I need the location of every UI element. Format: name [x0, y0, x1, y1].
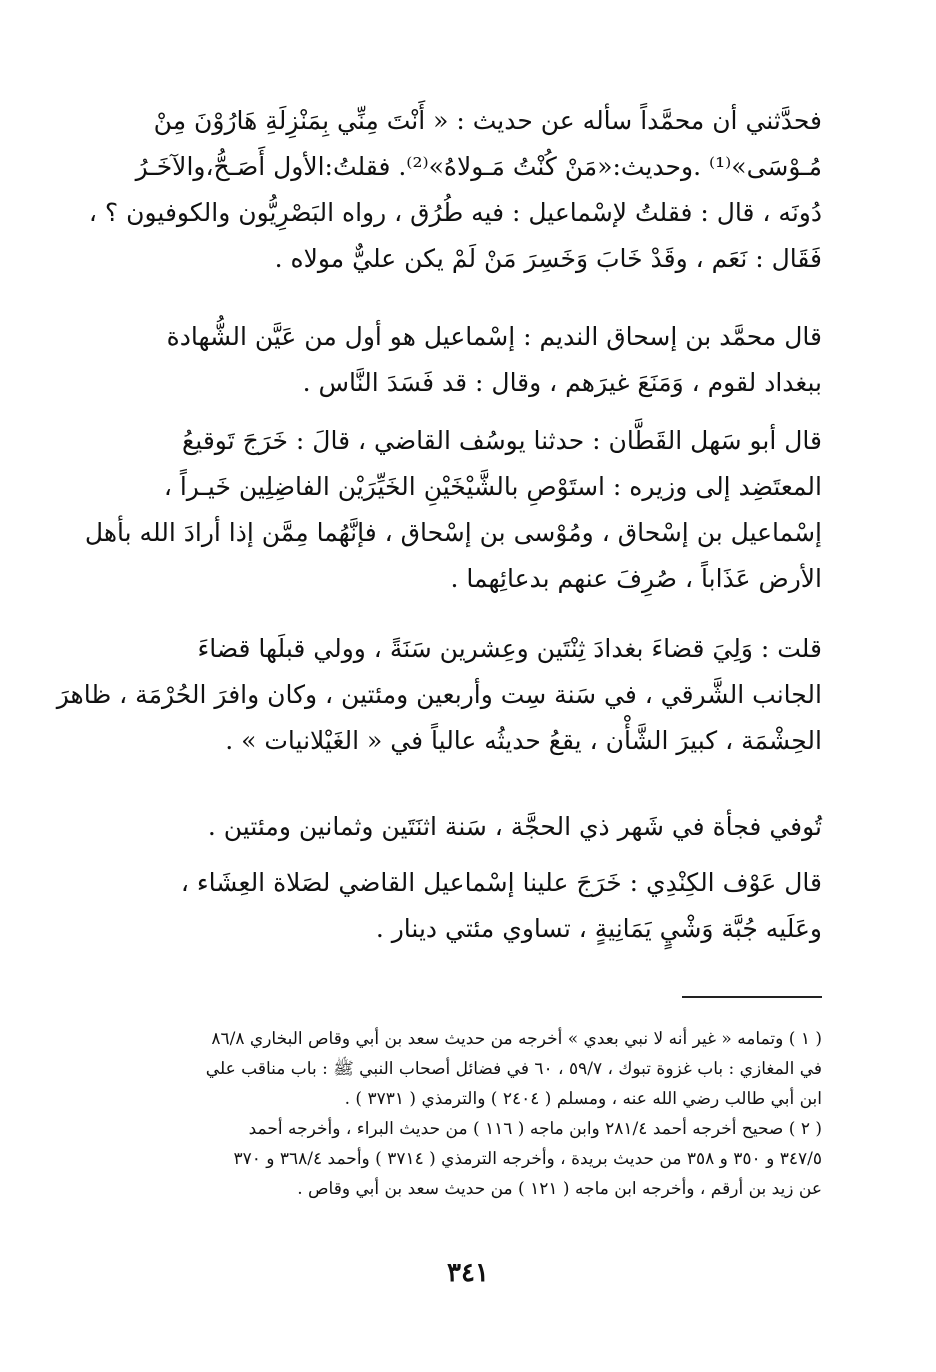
footnotes	[150, 1024, 822, 1204]
text-line: الأرض عَذَاباً ، صُرِفَ عنهم بدعائِهما .	[450, 564, 822, 593]
text-line: قال أبو سَهل القَطَّان : حدثنا يوسُف القاضي ، قالَ : خَرَجَ تَوقيعُ	[181, 426, 822, 455]
footnote-line: ٣٤٧/٥ و ٣٥٠ و ٣٥٨ من حديث بريدة ، وأخرجه الترمذي ( ٣٧١٤ ) وأحمد ٣٦٨/٤ و ٣٧٠	[233, 1149, 822, 1169]
page-number: ٣٤١	[447, 1258, 489, 1288]
text-line: الحِشْمَة ، كبيرَ الشَّأْن ، يقعُ حديثُه عالياً في « الغَيْلانيات » .	[225, 726, 822, 755]
footnote-line: ابن أبي طالب رضي الله عنه ، ومسلم ( ٢٤٠٤ ) والترمذي ( ٣٧٣١ ) .	[344, 1089, 822, 1109]
text-line: المعتَضِد إلى وزيره : استَوْصِ بالشَّيْخَيْنِ الخَيِّرَيْن الفاضِلِين خَيـراً ،	[163, 472, 822, 501]
text-line: فَقَال : نَعَم ، وقَدْ خَابَ وَخَسِرَ مَنْ لَمْ يكن عليٌّ مولاه .	[274, 244, 822, 273]
paragraph-5	[150, 804, 822, 860]
footnote-line: في المغازي : باب غزوة تبوك ، ٥٩/٧ ، ٦٠ في فضائل أصحاب النبي ﷺ : باب مناقب علي	[205, 1059, 822, 1079]
footnote-line: ( ٢ ) صحيح أخرجه أحمد ٢٨١/٤ وابن ماجه ( ١١٦ ) من حديث البراء ، وأخرجه أحمد	[248, 1119, 822, 1139]
main-text	[56, 98, 822, 960]
paragraph-2	[150, 314, 822, 418]
text-line: الجانب الشَّرقي ، في سَنة سِت وأربعين ومئتين ، وكان وافرَ الحُرْمَة ، ظاهرَ	[56, 680, 822, 709]
footnote-line: ( ١ ) وتمامه « غير أنه لا نبي بعدي » أخرجه من حديث سعد بن أبي وقاص البخاري ٨٦/٨	[211, 1029, 822, 1049]
text-line: قال عَوْف الكِنْدِي : خَرَجَ علينا إسْماعيل القاضي لصَلاة العِشَاء ،	[180, 868, 822, 897]
text-line: تُوفي فجأة في شَهر ذي الحجَّة ، سَنة اثنَتَين وثمانين ومئتين .	[207, 812, 822, 841]
text-line: قال محمَّد بن إسحاق النديم : إسْماعيل هو أول من عَيَّن الشُّهادة	[166, 322, 822, 351]
text-line: ببغداد لقوم ، وَمَنَعَ غيرَهم ، وقال : قد فَسَدَ النَّاس .	[302, 368, 822, 397]
text-line: وعَلَيه جُبَّة وَشْيٍ يَمَانِيةٍ ، تساوي مئتي دينار .	[375, 914, 822, 943]
text-line: دُونَه ، قال : فقلتُ لإسْماعيل : فيه طُرُق ، رواه البَصْرِيُّون والكوفيون ؟ ،	[88, 198, 822, 227]
text-line: فحدَّثني أن محمَّداً سأله عن حديث : « أَنْتَ مِنِّي بِمَنْزِلَةِ هَارُوْنَ مِنْ	[153, 106, 822, 135]
text-line: إسْماعيل بن إسْحاق ، ومُوْسى بن إسْحاق ، فإنَّهُما مِمَّن إذا أرادَ الله بأهل	[84, 518, 822, 547]
paragraph-1	[88, 98, 822, 314]
paragraph-4	[56, 626, 822, 804]
text-line: قلت : وَلِيَ قضاءَ بغدادَ ثِنْتَين وعِشرين سَنَةً ، وولي قبلَها قضاءَ	[197, 634, 822, 663]
text-line: مُـوْسَى»⁽¹⁾ .وحديث:«مَنْ كُنْتُ مَـولاهُ»⁽²⁾. فقلتُ:الأول أَصَـحُّ،والآخَـرُ	[135, 152, 822, 181]
footnote-divider	[682, 996, 822, 998]
paragraph-3	[84, 418, 822, 626]
paragraph-6	[150, 860, 822, 960]
footnote-line: عن زيد بن أرقم ، وأخرجه ابن ماجه ( ١٢١ ) من حديث سعد بن أبي وقاص .	[297, 1179, 822, 1199]
